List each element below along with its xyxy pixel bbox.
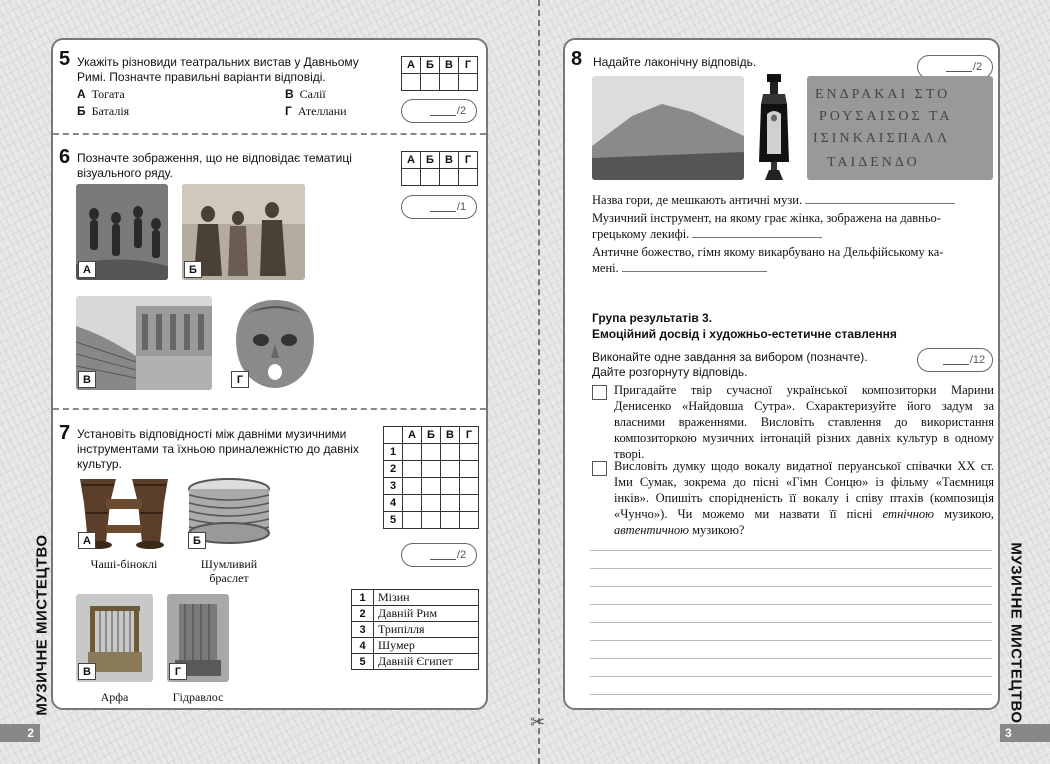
answer-line[interactable] xyxy=(590,550,992,551)
answer-line[interactable] xyxy=(590,568,992,569)
q6-image-b[interactable] xyxy=(182,184,305,280)
q7-item-a-tag: А xyxy=(78,532,96,549)
culture-row: 1 Мізин xyxy=(352,590,479,606)
answer-line[interactable] xyxy=(590,586,992,587)
q5-option-b[interactable]: Б Баталія xyxy=(77,104,130,118)
q7-item-a-image[interactable] xyxy=(76,473,172,551)
task-2-text: Висловіть думку щодо вокалу видатної перуанської співачки XX ст. Іми Сумак, зокрема до пісні «Гімн Сонцю» із фільму «Таємниця інків». Опишіть спорідненість її вокалу і співу птахів (композиція «Чунчо»). Чи можемо ми назвати її пісні етнічною музикою, автентичною музикою? xyxy=(614,459,995,537)
q6-answer-grid[interactable]: А Б В Г xyxy=(401,151,478,186)
q8-stone-inscription-image xyxy=(807,76,993,180)
left-page-panel xyxy=(51,38,488,710)
q7-item-d-caption: Гідравлос xyxy=(172,690,224,704)
q7-item-d-tag: Г xyxy=(169,663,187,680)
culture-row: 3 Трипілля xyxy=(352,622,479,638)
answer-line[interactable] xyxy=(590,604,992,605)
stone-inscription-icon xyxy=(807,76,993,180)
question-5-text: Укажіть різновиди театральних вистав у Давньому Римі. Позначте правильні варіанти відповіді. xyxy=(77,55,359,84)
q8-prompt-1: Назва гори, де мешкають античні музи. xyxy=(592,192,994,208)
right-page-panel xyxy=(563,38,1000,710)
answer-line[interactable] xyxy=(590,622,992,623)
svg-text:ΙΣΙΝΚΑΙΣΠΑΛΛ: ΙΣΙΝΚΑΙΣΠΑΛΛ xyxy=(813,131,951,146)
ancient-theatre-icon xyxy=(76,296,212,390)
culture-row: 5 Давній Єгипет xyxy=(352,654,479,670)
q7-item-b-image[interactable] xyxy=(186,473,272,551)
q7-answer-grid[interactable]: А Б В Г 1 2 3 4 5 xyxy=(383,426,479,529)
q8-answer-3-line[interactable] xyxy=(622,261,767,272)
answer-line[interactable] xyxy=(590,658,992,659)
group-3-score-oval[interactable]: /12 xyxy=(917,348,993,372)
q7-item-c-image[interactable] xyxy=(76,594,153,682)
question-7-number: 7 xyxy=(59,422,71,444)
q5-option-c[interactable]: В Салії xyxy=(285,87,326,101)
page-number-right: 3 xyxy=(1000,724,1050,742)
svg-text:ΤΑΙΔΕΝΔΟ: ΤΑΙΔΕΝΔΟ xyxy=(827,155,920,170)
task-2-checkbox[interactable] xyxy=(592,461,607,476)
q7-item-d-image[interactable] xyxy=(167,594,229,682)
question-5-number: 5 xyxy=(59,48,71,70)
q5-answer-grid[interactable]: А Б В Г xyxy=(401,56,478,91)
q7-item-b-tag: Б xyxy=(188,532,206,549)
svg-text:ΡΟΥΣΑΙΣΟΣ ΤΑ: ΡΟΥΣΑΙΣΟΣ ΤΑ xyxy=(819,109,953,124)
q6-image-a-tag: А xyxy=(78,261,96,278)
group-3-instructions: Виконайте одне завдання за вибором (позначте). Дайте розгорнуту відповідь. xyxy=(592,350,868,379)
answer-line[interactable] xyxy=(590,676,992,677)
task-1-text: Пригадайте твір сучасної української композиторки Марини Денисенко «Найдовша Сутра». Схарактеризуйте його задум за власними враженнями. Висловіть ставлення до використання композиторкою музичних інтонацій різних давніх культур в одному творі. xyxy=(614,383,994,461)
q7-item-c-caption: Арфа xyxy=(100,690,129,704)
answer-line[interactable] xyxy=(590,694,992,695)
q7-item-c-tag: В xyxy=(78,663,96,680)
separator xyxy=(53,408,486,410)
q7-item-a-caption: Чаші-біноклі xyxy=(90,557,158,571)
task-1-checkbox[interactable] xyxy=(592,385,607,400)
q6-image-d[interactable] xyxy=(229,296,321,390)
q6-image-c-tag: В xyxy=(78,371,96,388)
q5-option-a[interactable]: А Тогата xyxy=(77,87,125,101)
q8-prompt-3: Античне божество, гімн якому викарбувано на Дельфійському ка- мені. xyxy=(592,245,944,275)
culture-row: 4 Шумер xyxy=(352,638,479,654)
page-number-left: 2 xyxy=(0,724,40,742)
svg-text:ΕΝΔΡΑΚΑΙ ΣΤΟ: ΕΝΔΡΑΚΑΙ ΣΤΟ xyxy=(815,87,951,102)
question-8-text: Надайте лаконічну відповідь. xyxy=(593,55,757,69)
question-6-number: 6 xyxy=(59,146,71,168)
q7-cultures-table xyxy=(351,589,479,670)
answer-line[interactable] xyxy=(590,640,992,641)
question-7-text: Установіть відповідності між давніми музичними інструментами та їхньою приналежністю до давніх культур. xyxy=(77,427,359,471)
q8-prompt-2: Музичний інструмент, на якому грає жінка, зображена на давньо- грецькому лекифі. xyxy=(592,211,941,241)
culture-row: 2 Давній Рим xyxy=(352,606,479,622)
q7-score-oval[interactable]: /2 xyxy=(401,543,477,567)
q8-answer-2-line[interactable] xyxy=(692,227,822,238)
q6-score-oval[interactable]: /1 xyxy=(401,195,477,219)
q6-image-a[interactable] xyxy=(76,184,168,280)
q8-score-oval[interactable]: /2 xyxy=(917,55,993,79)
separator xyxy=(53,133,486,135)
q5-option-d[interactable]: Г Ателлани xyxy=(285,104,347,118)
scissors-icon: ✂ xyxy=(530,712,546,732)
q5-score-oval[interactable]: /2 xyxy=(401,99,477,123)
mountain-icon xyxy=(592,76,744,180)
q6-image-b-tag: Б xyxy=(184,261,202,278)
q7-item-b-caption: Шумливий браслет xyxy=(200,557,258,585)
lekythos-vase-icon xyxy=(755,74,793,180)
group-3-title: Група результатів 3. Емоційний досвід і художньо-естетичне ставлення xyxy=(592,311,897,341)
q8-lekythos-image xyxy=(755,74,793,180)
q6-image-c[interactable] xyxy=(76,296,212,390)
question-6-text: Позначте зображення, що не відповідає тематиці візуального ряду. xyxy=(77,151,352,180)
q6-image-d-tag: Г xyxy=(231,371,249,388)
right-sidebar-label: МУЗИЧНЕ МИСТЕЦТВО xyxy=(1007,542,1025,724)
question-8-number: 8 xyxy=(571,48,583,70)
fold-line xyxy=(538,0,540,764)
q8-mountain-image xyxy=(592,76,744,180)
q8-answer-1-line[interactable] xyxy=(805,193,955,204)
left-sidebar-label: МУЗИЧНЕ МИСТЕЦТВО xyxy=(33,534,51,716)
